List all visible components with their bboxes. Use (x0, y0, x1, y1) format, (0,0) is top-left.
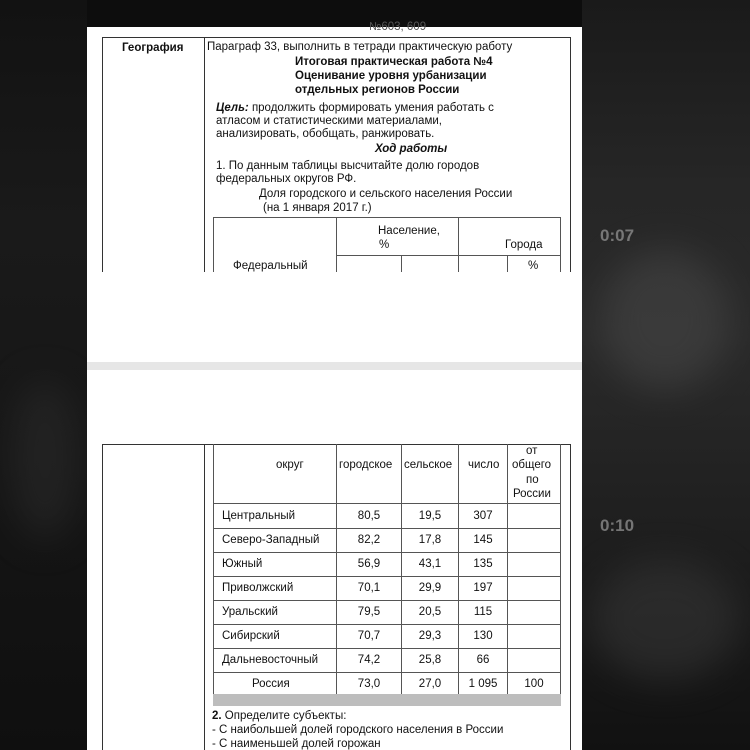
task-text: Параграф 33, выполнить в тетради практическую работу (207, 41, 513, 53)
inner-table-border (560, 217, 561, 272)
header-population-percent: % (379, 239, 390, 251)
table-cell-count: 66 (476, 654, 490, 666)
table-caption: Доля городского и сельского населения России (259, 188, 513, 200)
table-cell-urban: 73,0 (357, 678, 381, 690)
header-share: от (526, 445, 538, 457)
inner-table-border (458, 217, 459, 272)
table-cell-urban: 56,9 (357, 558, 381, 570)
header-share: России (513, 488, 551, 500)
district-name-cell: Уральский (222, 606, 278, 618)
inner-table-border (401, 255, 402, 272)
table-cell-urban: 82,2 (357, 534, 381, 546)
header-cities: Города (505, 239, 543, 251)
background-blur (590, 560, 740, 680)
header-district: Федеральный (233, 260, 308, 272)
district-name-cell: Южный (222, 558, 263, 570)
step2-line (212, 710, 346, 722)
table-border (102, 37, 103, 272)
inner-table-border (560, 444, 561, 694)
work-title: Итоговая практическая работа №4 (295, 56, 493, 68)
table-cell-rural: 25,8 (418, 654, 442, 666)
table-border (102, 444, 103, 750)
document-page-bottom (87, 370, 582, 750)
page-separator (87, 362, 582, 370)
video-timestamp: 0:10 (600, 516, 635, 535)
goal-text: атласом и статистическими материалами, (216, 115, 442, 127)
district-name-cell: Северо-Западный (222, 534, 320, 546)
table-cell-urban: 70,7 (357, 630, 381, 642)
table-cell-count: 307 (473, 510, 493, 522)
video-timestamp: 0:07 (600, 226, 635, 245)
header-share: общего (512, 459, 552, 471)
goal-text: продолжить формировать умения работать с (251, 102, 494, 114)
table-cell-rural: 27,0 (418, 678, 442, 690)
background-blur (10, 380, 80, 540)
inner-table-border (336, 217, 337, 272)
inner-table-border (507, 444, 508, 694)
header-rural: сельское (404, 459, 453, 471)
document-page-top (87, 21, 582, 272)
step1-text: федеральных округов РФ. (216, 173, 357, 185)
table-cell-rural: 43,1 (418, 558, 442, 570)
table-cell-urban: 70,1 (357, 582, 381, 594)
inner-table-border (507, 255, 508, 272)
district-name-cell: Приволжский (222, 582, 294, 594)
subject-label: География (122, 42, 184, 54)
inner-table-border (213, 444, 214, 694)
work-title: отдельных регионов России (295, 84, 460, 96)
table-border (570, 37, 571, 272)
row-divider (213, 648, 561, 649)
row-divider (213, 600, 561, 601)
header-share: по (526, 474, 539, 486)
inner-table-border (213, 503, 561, 504)
table-cell-rural: 29,9 (418, 582, 442, 594)
table-border (102, 37, 570, 38)
table-cell-count: 115 (473, 606, 493, 618)
district-name-cell: Сибирский (222, 630, 280, 642)
row-divider (213, 576, 561, 577)
table-cell-share: 100 (524, 678, 544, 690)
page-number-cut: №603, 609 (369, 21, 427, 33)
page-gap (87, 272, 582, 362)
table-cell-rural: 29,3 (418, 630, 442, 642)
table-cell-urban: 79,5 (357, 606, 381, 618)
district-name-cell: Россия (252, 678, 290, 690)
background-blur (600, 250, 730, 390)
table-cell-count: 197 (473, 582, 493, 594)
inner-table-border (336, 255, 560, 256)
table-cell-count: 1 095 (468, 678, 498, 690)
step2-text: Определите субъекты: (224, 710, 347, 722)
table-border (570, 444, 571, 750)
table-border (204, 444, 205, 750)
row-divider (213, 624, 561, 625)
step2-number: 2. (212, 710, 222, 722)
background-left (0, 0, 87, 750)
table-cell-rural: 19,5 (418, 510, 442, 522)
table-cell-count: 145 (473, 534, 493, 546)
header-population: Население, (378, 225, 440, 237)
row-divider (213, 528, 561, 529)
table-caption: (на 1 января 2017 г.) (263, 202, 372, 214)
header-cities-percent: % (528, 260, 539, 272)
district-name-cell: Центральный (222, 510, 296, 522)
table-cell-urban: 80,5 (357, 510, 381, 522)
goal-label: Цель: (216, 102, 249, 114)
table-border (204, 37, 205, 272)
header-count: число (468, 459, 500, 471)
inner-table-border (213, 217, 214, 272)
step2-item: - С наименьшей долей горожан (212, 738, 381, 750)
table-footer-band (213, 694, 561, 706)
table-cell-urban: 74,2 (357, 654, 381, 666)
goal-text: анализировать, обобщать, ранжировать. (216, 128, 435, 140)
header-urban: городское (339, 459, 393, 471)
table-cell-count: 130 (473, 630, 493, 642)
table-cell-count: 135 (473, 558, 493, 570)
step1-text: 1. По данным таблицы высчитайте долю городов (216, 160, 480, 172)
table-cell-rural: 20,5 (418, 606, 442, 618)
row-divider (213, 552, 561, 553)
progress-heading: Ход работы (375, 143, 448, 155)
row-divider (213, 672, 561, 673)
table-cell-rural: 17,8 (418, 534, 442, 546)
inner-table-border (213, 217, 561, 218)
goal-line (216, 102, 494, 114)
work-title: Оценивание уровня урбанизации (295, 70, 487, 82)
step2-item: - С наибольшей долей городского населения в России (212, 724, 504, 736)
header-district: округ (276, 459, 304, 471)
district-name-cell: Дальневосточный (222, 654, 319, 666)
